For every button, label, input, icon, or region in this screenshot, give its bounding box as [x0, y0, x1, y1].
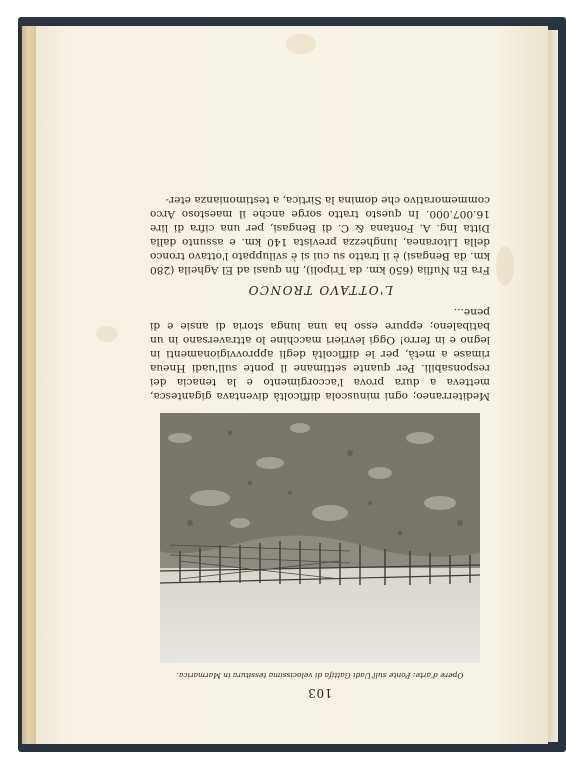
photo-caption: Opere d'arte: Ponte sull'Uadi Gattifa di velocissima tessitura in Marmarica.	[176, 671, 464, 680]
paragraph-bottom: Fra En Nuflia (650 km. da Tripoli), fin quasi ad El Agheila (280 km. da Bengasi) è il tratto su cui si è sviluppato l'ottavo tronco della Litoranea, lunghezza prevista 140 km. e assunto dalla Ditta Ing. A. Fontana & C. di Bengasi, per una cifra di lire 16.007.000. In questo tratto sorge anche il maestoso Arco commemorativo che domina la Sirtica, a testimonianza eter-	[150, 194, 490, 276]
paragraph-top: Mediterraneo; ogni minuscola difficoltà diventava gigantesca, metteva a dura prova l'accorgimento e la tenacia dei responsabili. Per quante settimane il ponte sull'uadi Hneua rimase a metà, per le difficoltà degli approvvigionamenti in legno e in ferro! Oggi levrieri macchine lo attraversano in un batibaleno; eppure esso ha una lunga storia di ansie e di pene...	[150, 306, 490, 402]
paper-stain	[496, 246, 514, 286]
paper-stain	[286, 34, 316, 54]
paper-stain	[96, 326, 118, 342]
page-edge	[548, 30, 558, 742]
rotated-page-content	[150, 180, 490, 700]
bridge-photo	[160, 413, 480, 663]
section-title: L'OTTAVO TRONCO	[247, 283, 393, 297]
page-number: 103	[307, 686, 333, 700]
